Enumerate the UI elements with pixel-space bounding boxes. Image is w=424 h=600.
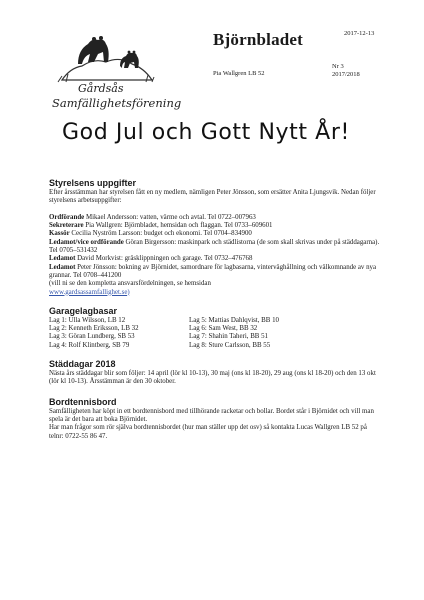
issue-date: 2017-12-13 <box>344 30 375 37</box>
board-member <box>49 264 381 281</box>
garage-team-item: Lag 4: Rolf Klintberg, SB 79 <box>49 341 130 349</box>
logo-text-samfallighet: Samfällighetsförening <box>52 96 182 110</box>
member-role: Ordförande <box>49 213 85 221</box>
member-text: Cecilia Nyström Larsson: budget och ekonomi. Tel 0704–834900 <box>69 230 252 238</box>
board-member <box>49 239 381 256</box>
member-role: Sekreterare <box>49 222 84 230</box>
member-text: Peter Jönsson: bokning av Björnidet, samordnare för lagbasarna, vinterväghållning och välkomnande av nya grannar. Tel 0708–441200 <box>49 263 377 279</box>
newsletter-title: Björnbladet <box>213 30 304 49</box>
editor-name: Pia Wallgren LB 52 <box>213 70 265 77</box>
member-text: David Morkvist: gräsklippningen och garage. Tel 0732–476768 <box>75 255 253 263</box>
garage-team-item: Lag 2: Kenneth Eriksson, LB 32 <box>49 325 139 333</box>
bear-illustration <box>48 28 158 88</box>
styrelsen-intro: Efter årsstämman har styrelsen fått en ny medlem, nämligen Peter Jönsson, som ersätter Anita Ljungsvik. Nedan följer styrelsens arbetsuppgifter: <box>49 189 376 205</box>
board-member <box>49 255 381 263</box>
bordtennis-text-2: Har man frågor som rör själva bordtennisbordet (hur man ställer upp det osv) så kontakta Lucas Wallgren LB 52 på telnr: 0722-55 86 47. <box>49 424 367 440</box>
garage-team-item: Lag 8: Sture Carlsson, BB 55 <box>189 341 271 349</box>
member-role: Ledamot <box>49 263 76 271</box>
garage-team-item: Lag 6: Sam West, BB 32 <box>189 325 258 333</box>
member-text: Göran Birgersson: maskinpark och städlistorna (de som skall skrivas under på städdagarna). Tel 0705–531432 <box>49 238 380 255</box>
member-role: Ledamot <box>49 255 76 263</box>
staddagar-text: Nästa års städdagar blir som följer: 14 april (lör kl 10-13), 30 maj (ons kl 18-20), 29 aug (ons kl 18-20) och den 13 okt (lör kl 10-13). Årsstämman är den 30 oktober. <box>49 370 376 386</box>
member-role: Kassör <box>49 230 70 238</box>
responsibilities-note: (vill ni se den kompletta ansvarsfördelningen, se hemsidan <box>49 280 211 288</box>
garage-team-item: Lag 7: Shahin Taheri, BB 51 <box>189 333 269 341</box>
association-logo <box>48 28 182 116</box>
member-text: Pia Wallgren: Björnbladet, hemsidan och flaggan. Tel 0733–609601 <box>83 222 273 230</box>
garage-team-item: Lag 3: Göran Lundberg, SB 53 <box>49 333 135 341</box>
issue-year: 2017/2018 <box>332 71 360 78</box>
member-role: Ledamot/vice ordförande <box>49 238 124 246</box>
issue-number: Nr 3 <box>332 63 344 70</box>
garage-team-item: Lag 1: Ulla Wilsson, LB 12 <box>49 316 126 324</box>
garage-team-item: Lag 5: Mattias Dahlqvist, BB 10 <box>189 316 279 324</box>
section-heading-staddagar: Städdagar 2018 <box>49 359 116 370</box>
holiday-greeting: God Jul och Gott Nytt År! <box>62 120 350 145</box>
section-heading-garage: Garagelagbasar <box>49 305 118 316</box>
board-member-list <box>49 214 381 297</box>
issue-info <box>332 63 360 79</box>
board-member <box>49 230 381 238</box>
garage-team-list <box>49 317 381 350</box>
board-member <box>49 214 381 222</box>
website-link[interactable]: www.gardsassamfallighet.se) <box>49 288 130 296</box>
logo-text-gardsas: Gårdsås <box>78 82 124 95</box>
member-text: Mikael Andersson: vatten, värme och avtal. Tel 0722–007963 <box>84 213 256 221</box>
section-heading-bordtennis: Bordtennisbord <box>49 396 117 407</box>
section-heading-styrelsen: Styrelsens uppgifter <box>49 178 137 188</box>
bordtennis-text-1: Samfälligheten har köpt in ett bordtennisbord med tillhörande racketar och bollar. Bordet står i Björnidet och vill man spela är det bara att boka Björnidet. <box>49 407 374 423</box>
board-member <box>49 222 381 230</box>
newsletter-body <box>49 178 381 441</box>
